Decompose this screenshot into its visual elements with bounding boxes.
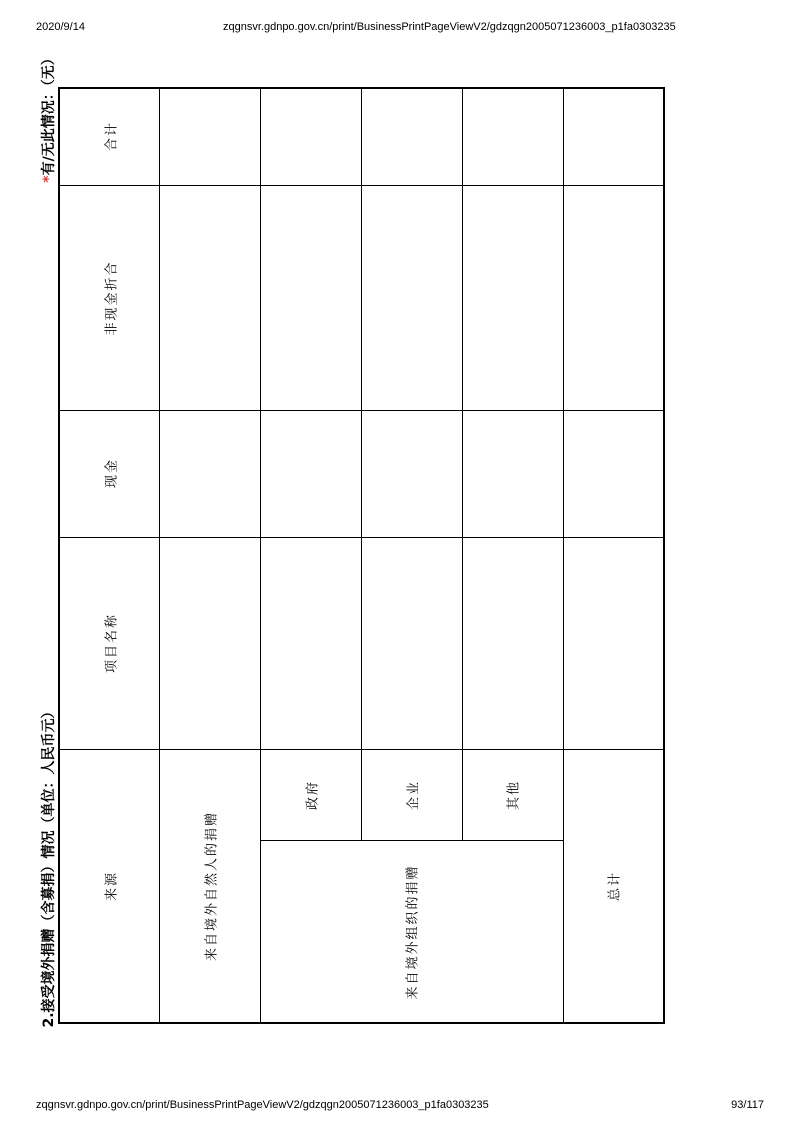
row-individual-donation: 来自境外自然人的捐赠 [204,810,220,962]
row-divider [58,410,665,411]
required-star: * [41,175,57,183]
row-other: 其他 [506,779,522,811]
print-date: 2020/9/14 [36,21,85,33]
page-url-header: zqgnsvr.gdnpo.gov.cn/print/BusinessPrintPageViewV2/gdzqgn2005071236003_p1fa0303235 [223,21,676,33]
row-divider [58,749,665,750]
table-border-bottom [58,1022,665,1024]
row-enterprise: 企业 [406,779,422,811]
header-cash: 现金 [104,457,120,489]
row-organization-donation: 来自境外组织的捐赠 [405,864,421,1000]
table-border-right [663,87,665,1024]
col-divider [361,87,362,841]
col-divider [260,87,261,1024]
table-border-left [58,87,60,1024]
row-grand-total: 总计 [607,870,623,902]
col-divider [159,87,160,1024]
row-divider [58,185,665,186]
header-project-name: 项目名称 [104,612,120,674]
status-label: 有/无此情况：（无） [41,51,57,176]
status-indicator [38,51,58,182]
page-url-footer: zqgnsvr.gdnpo.gov.cn/print/BusinessPrintPageViewV2/gdzqgn2005071236003_p1fa0303235 [36,1099,489,1111]
row-divider-partial [260,840,564,841]
header-non-cash: 非现金折合 [104,260,120,336]
col-divider [563,87,564,1024]
row-divider [58,537,665,538]
page-number: 93/117 [731,1099,764,1111]
header-source: 来源 [104,870,120,902]
col-divider [462,87,463,841]
header-total: 合计 [104,120,120,152]
row-government: 政府 [305,779,321,811]
form-title: 2.接受境外捐赠（含募捐）情况（单位：人民币元） [41,704,57,1028]
